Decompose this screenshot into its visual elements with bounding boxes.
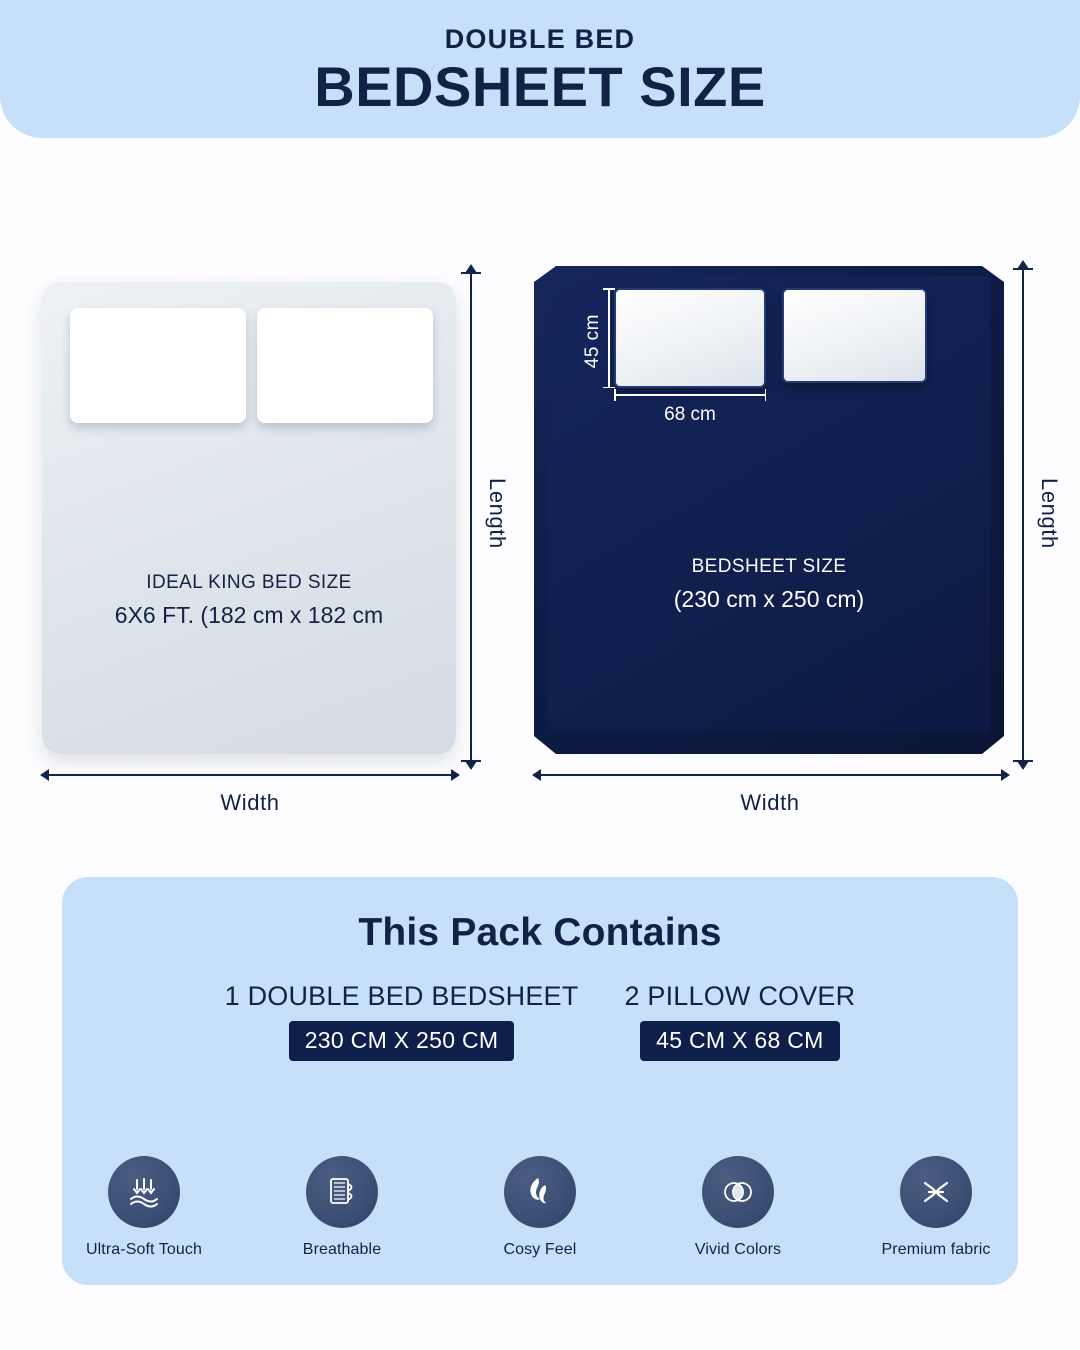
arrow-left-icon [40,769,49,781]
bedsheet-length-measure [1022,268,1024,762]
pillow-height-label: 45 cm [582,314,603,369]
mattress-length-measure [470,272,472,762]
pack-item-name: 2 PILLOW COVER [624,981,856,1011]
feature-label: Ultra-Soft Touch [85,1241,203,1258]
vivid-colors-icon [702,1156,774,1228]
bedsheet-pillow-left [614,288,766,388]
arrow-down-icon [465,761,477,770]
tick-cap-top [603,288,615,290]
tick-cap-left [614,389,616,401]
breathable-icon [306,1156,378,1228]
bedsheet-size-value: (230 cm x 250 cm) [673,586,865,612]
pack-item [624,981,855,1061]
feature-list [62,1156,1018,1259]
pillow-height-tick [608,288,610,388]
mattress-illustration [42,282,456,754]
feature-label: Cosy Feel [503,1241,577,1258]
bedsheet-size-label [534,556,1004,613]
mattress-size-title: IDEAL KING BED SIZE [146,572,352,593]
bedsheet-size-title: BEDSHEET SIZE [691,556,847,577]
feature-item [870,1156,1002,1259]
pack-title: This Pack Contains [358,911,722,954]
arrow-left-icon [532,769,541,781]
pillow-width-tick [614,394,766,396]
mattress-width-label: Width [220,790,280,815]
pack-item-size-badge: 45 CM X 68 CM [640,1021,840,1061]
pillow-width-label: 68 cm [664,404,716,425]
feature-item [474,1156,606,1259]
page-title: BEDSHEET SIZE [314,55,766,119]
pack-contents-panel [62,877,1018,1285]
bedsheet-width-label: Width [740,790,800,815]
tick-cap-right [765,389,767,401]
mattress-width-measure [48,774,452,776]
header-kicker: DOUBLE BED [444,24,636,55]
header-banner [0,0,1080,138]
bedsheet-width-measure [540,774,1002,776]
feature-label: Breathable [302,1241,382,1258]
pack-items-list [62,981,1018,1061]
feature-item [672,1156,804,1259]
pack-item-size-badge: 230 CM X 250 CM [289,1021,515,1061]
mattress-size-label [42,572,456,629]
size-comparison-diagram [0,138,1080,868]
mattress-length-label: Length [485,478,510,549]
premium-fabric-icon [900,1156,972,1228]
arrow-up-icon [1017,260,1029,269]
arrow-down-icon [1017,761,1029,770]
soft-touch-icon [108,1156,180,1228]
arrow-right-icon [1001,769,1010,781]
feature-label: Vivid Colors [694,1241,782,1258]
mattress-pillow-left [70,308,246,423]
arrow-up-icon [465,264,477,273]
feature-label: Premium fabric [881,1241,991,1258]
bedsheet-illustration [534,266,1004,754]
mattress-size-value: 6X6 FT. (182 cm x 182 cm [114,602,384,628]
bedsheet-length-label: Length [1037,478,1062,549]
cosy-feel-icon [504,1156,576,1228]
feature-item [276,1156,408,1259]
feature-item [78,1156,210,1259]
mattress-pillow-right [257,308,433,423]
pack-item [225,981,579,1061]
pack-item-name: 1 DOUBLE BED BEDSHEET [224,981,579,1011]
tick-cap-bottom [603,387,615,389]
arrow-right-icon [451,769,460,781]
bedsheet-pillow-right [782,288,927,383]
